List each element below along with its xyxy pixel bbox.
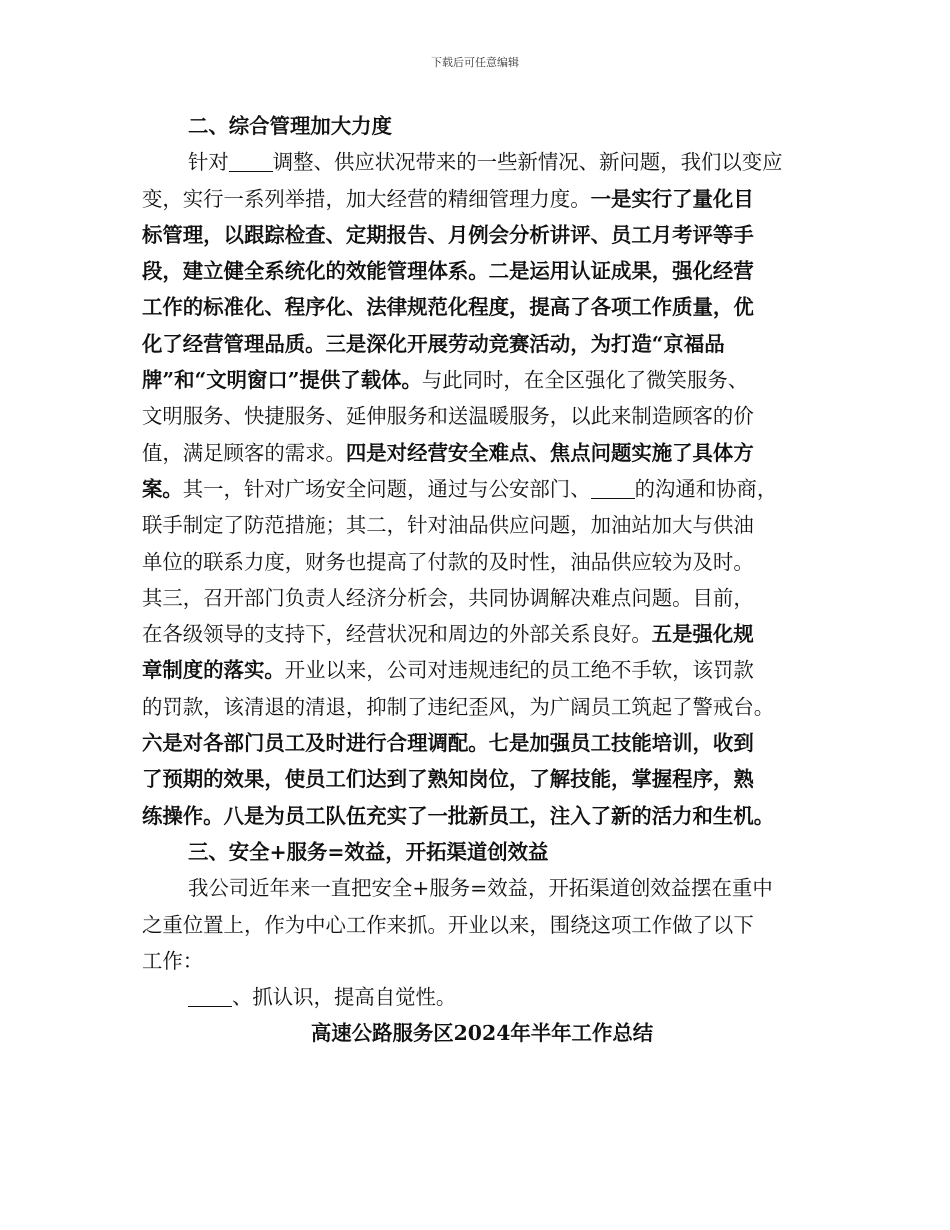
- page-header: 下载后可任意编辑: [431, 56, 519, 69]
- paragraph-line: [142, 181, 822, 217]
- paragraph-line: 练操作。八是为员工队伍充实了一批新员工，注入了新的活力和生机。: [142, 803, 775, 828]
- paragraph-line: 我公司近年来一直把安全+服务=效益，开拓渠道创效益摆在重中: [188, 876, 773, 901]
- paragraph-line: [142, 144, 822, 180]
- list-item: [142, 979, 822, 1015]
- blank-underline: [229, 151, 273, 172]
- paragraph-line: [142, 652, 822, 688]
- paragraph-line: [142, 616, 822, 652]
- text-run: 值，满足顾客的需求。: [142, 440, 346, 465]
- text-run: 与此同时，在全区强化了微笑服务、: [421, 368, 749, 393]
- paragraph-line: [142, 362, 822, 398]
- bold-text-run: 五是强化规: [651, 622, 754, 647]
- text-run: 变，实行一系列举措，加大经营的精细管理力度。: [142, 186, 591, 211]
- paragraph-line: [142, 471, 822, 507]
- section-heading-2: 二、综合管理加大力度: [188, 114, 392, 138]
- paragraph-line: 化了经营管理品质。三是深化开展劳动竞赛活动，为打造“京福品: [142, 331, 725, 356]
- bold-text-run: 章制度的落实。: [142, 658, 285, 683]
- paragraph-line: 段，建立健全系统化的效能管理体系。二是运用认证成果，强化经营: [142, 259, 754, 284]
- paragraph-line: 了预期的效果，使员工们达到了熟知岗位，了解技能，掌握程序，熟: [142, 767, 754, 792]
- paragraph-line: 工作的标准化、程序化、法律规范化程度，提高了各项工作质量，优: [142, 295, 754, 320]
- paragraph-line: 单位的联系力度，财务也提高了付款的及时性，油品供应较为及时。: [142, 549, 754, 574]
- bold-text-run: 牌”和“文明窗口”提供了载体。: [142, 368, 422, 393]
- paragraph-line: [142, 435, 822, 471]
- text-run: 在各级领导的支持下，经营状况和周边的外部关系良好。: [142, 622, 652, 647]
- bold-text-run: 四是对经营安全难点、焦点问题实施了具体方: [345, 440, 754, 465]
- paragraph-line: 之重位置上，作为中心工作来抓。开业以来，围绕这项工作做了以下: [142, 912, 754, 937]
- text-run: 调整、供应状况带来的一些新情况、新问题，我们以变应: [272, 150, 783, 175]
- paragraph-line: 文明服务、快捷服务、延伸服务和送温暖服务，以此来制造顾客的价: [142, 404, 754, 429]
- section-heading-3: 三、安全+服务=效益，开拓渠道创效益: [188, 839, 549, 864]
- text-run: 其一，针对广场安全问题，通过与公安部门、: [182, 476, 591, 501]
- paragraph-line: 其三，召开部门负责人经济分析会，共同协调解决难点问题。目前，: [142, 585, 754, 610]
- document-title: 高速公路服务区2024年半年工作总结: [310, 1021, 654, 1046]
- blank-underline: [591, 478, 635, 499]
- paragraph-line: 工作：: [142, 948, 204, 973]
- document-body: [142, 108, 822, 1052]
- paragraph-line: 联手制定了防范措施；其二，针对油品供应问题，加油站加大与供油: [142, 513, 754, 538]
- paragraph-line: 标管理，以跟踪检查、定期报告、月例会分析讲评、员工月考评等手: [142, 222, 754, 247]
- bold-text-run: 案。: [142, 476, 183, 501]
- text-run: 针对: [188, 150, 229, 175]
- paragraph-line: 六是对各部门员工及时进行合理调配。七是加强员工技能培训，收到: [142, 731, 754, 756]
- text-run: 、抓认识，提高自觉性。: [232, 985, 457, 1010]
- text-run: 的沟通和协商，: [634, 476, 778, 501]
- paragraph-line: 的罚款，该清退的清退，抑制了违纪歪风，为广阔员工筑起了警戒台。: [142, 694, 775, 719]
- bold-text-run: 一是实行了量化目: [590, 186, 754, 211]
- text-run: 开业以来，公司对违规违纪的员工绝不手软，该罚款: [284, 658, 754, 683]
- blank-underline: [188, 986, 232, 1007]
